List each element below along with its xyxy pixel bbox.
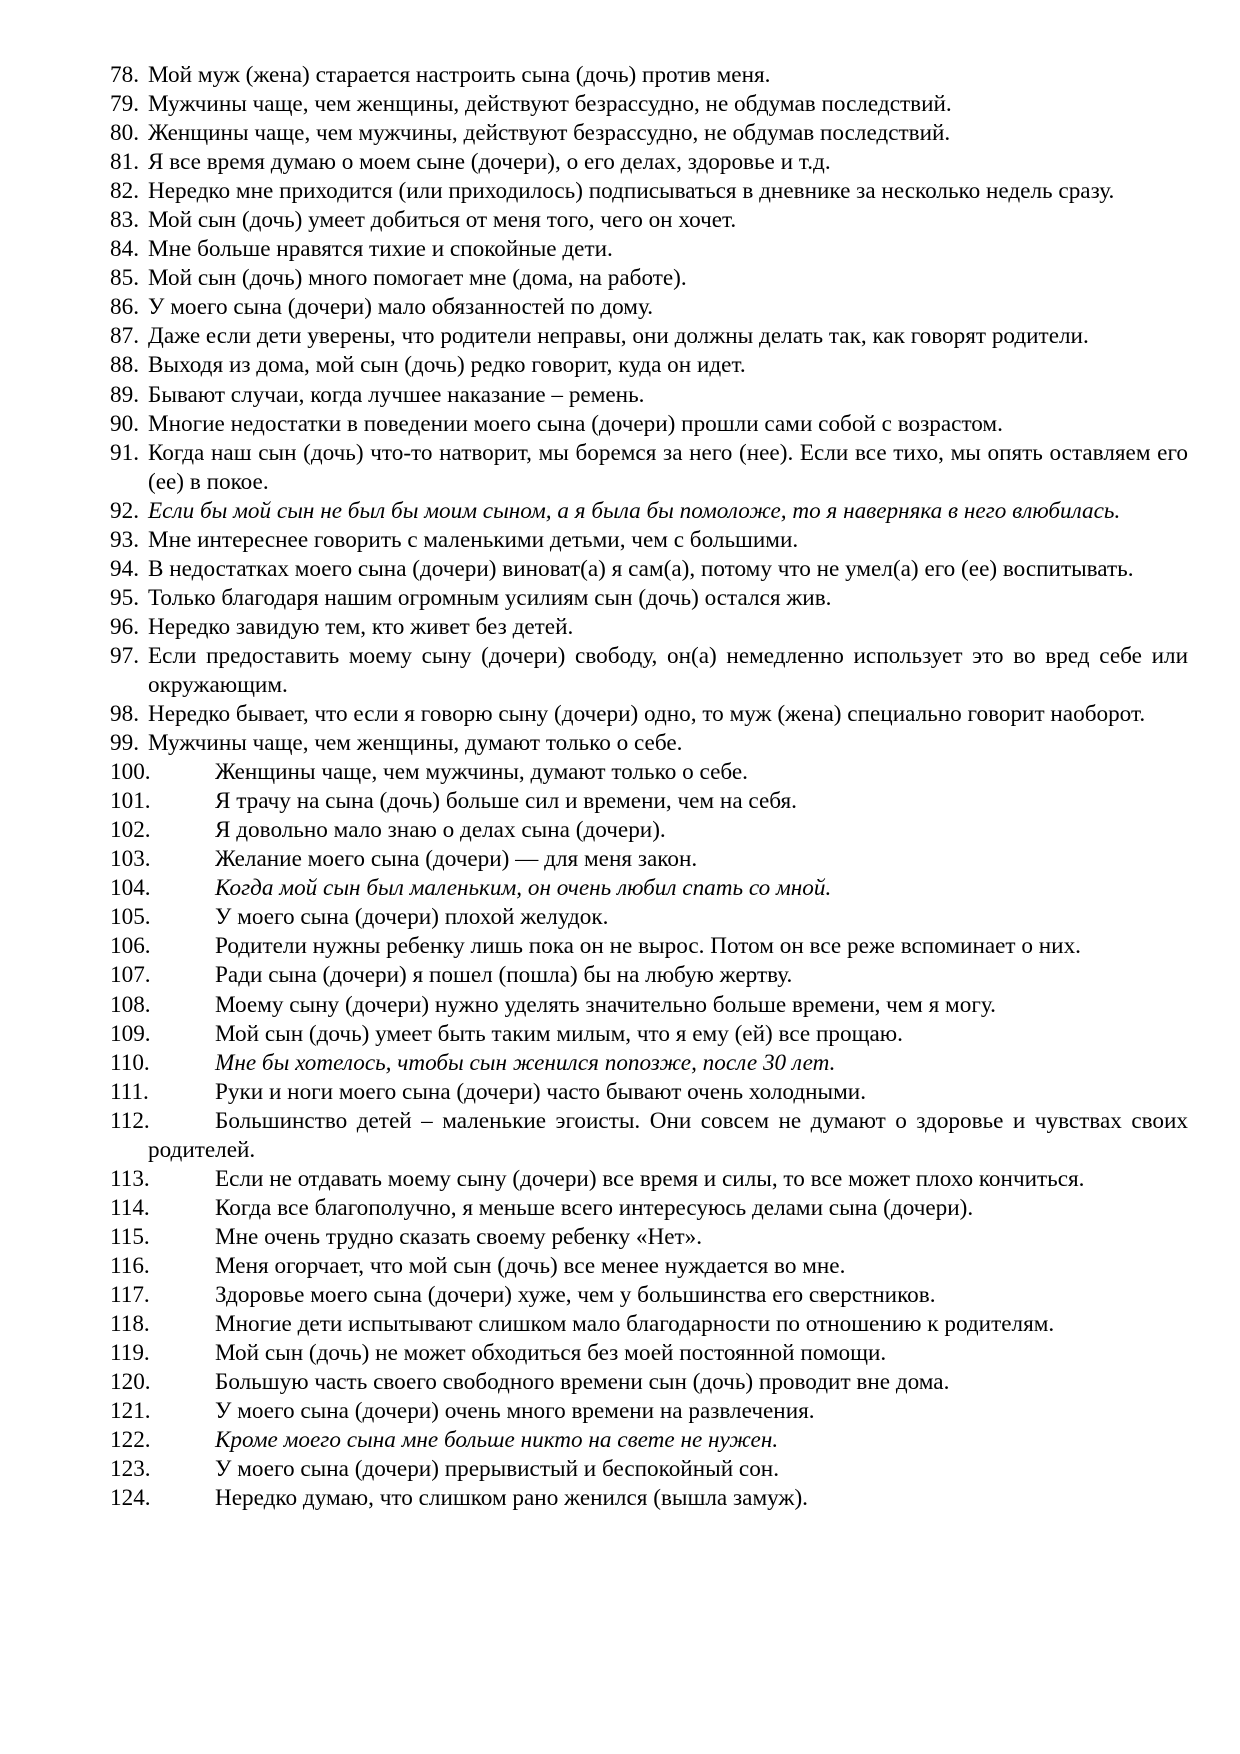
item-text: Многие недостатки в поведении моего сына (дочери) прошли сами собой с возрастом.: [148, 410, 1003, 437]
item-text: Мне бы хотелось, чтобы сын женился попозже, после 30 лет.: [215, 1049, 836, 1076]
item-text: Мужчины чаще, чем женщины, действуют безрассудно, не обдумав последствий.: [148, 91, 952, 118]
item-number: 123.: [110, 1456, 151, 1483]
item-number: 108.: [110, 991, 151, 1018]
item-number: 110.: [110, 1049, 150, 1076]
list-item: [110, 1020, 1188, 1049]
item-text: Женщины чаще, чем мужчины, думают только о себе.: [215, 759, 748, 786]
list-item: [110, 787, 1188, 816]
list-item: [110, 381, 1188, 410]
list-item: [110, 1397, 1188, 1426]
item-text: У моего сына (дочери) прерывистый и беспокойный сон.: [215, 1456, 780, 1483]
item-text: У моего сына (дочери) плохой желудок.: [215, 904, 609, 931]
item-number: 105.: [110, 904, 151, 931]
item-number: 101.: [110, 788, 151, 815]
list-item: [110, 584, 1188, 613]
list-item: [110, 903, 1188, 932]
item-number: 88.: [110, 352, 139, 379]
item-text: Здоровье моего сына (дочери) хуже, чем у большинства его сверстников.: [215, 1281, 936, 1308]
item-number: 99.: [110, 730, 139, 757]
list-item: [110, 1455, 1188, 1484]
item-text: Руки и ноги моего сына (дочери) часто бывают очень холодными.: [215, 1078, 867, 1105]
item-text: Я все время думаю о моем сыне (дочери), о его делах, здоровье и т.д.: [148, 149, 831, 176]
list-item: [110, 439, 1188, 497]
item-text: Нередко завидую тем, кто живет без детей.: [148, 613, 574, 640]
item-text: Мне очень трудно сказать своему ребенку «Нет».: [215, 1223, 703, 1250]
item-number: 80.: [110, 120, 139, 147]
list-item: [110, 293, 1188, 322]
item-text: Бывают случаи, когда лучшее наказание – ремень.: [148, 381, 645, 408]
item-text: Мой сын (дочь) много помогает мне (дома, на работе).: [148, 265, 687, 292]
item-number: 113.: [110, 1165, 150, 1192]
list-item: [110, 322, 1188, 351]
item-text: Женщины чаще, чем мужчины, действуют безрассудно, не обдумав последствий.: [148, 120, 951, 147]
item-number: 118.: [110, 1311, 150, 1338]
item-number: 82.: [110, 178, 139, 205]
item-text: Если не отдавать моему сыну (дочери) все время и силы, то все может плохо кончиться.: [215, 1165, 1085, 1192]
item-text: Мужчины чаще, чем женщины, думают только о себе.: [148, 730, 683, 757]
item-text: Если предоставить моему сыну (дочери) свободу, он(а) немедленно использует это во вред себе или окружающим.: [148, 642, 1188, 698]
item-text: Нередко думаю, что слишком рано женился (вышла замуж).: [215, 1485, 808, 1512]
item-text: Я довольно мало знаю о делах сына (дочери).: [215, 817, 666, 844]
list-item: [110, 816, 1188, 845]
item-text: Меня огорчает, что мой сын (дочь) все менее нуждается во мне.: [215, 1252, 846, 1279]
item-number: 121.: [110, 1398, 151, 1425]
list-item: [110, 1281, 1188, 1310]
item-text: Нередко мне приходится (или приходилось) подписываться в дневнике за несколько недель сразу.: [148, 178, 1115, 205]
list-item: [110, 410, 1188, 439]
list-item: [110, 1310, 1188, 1339]
item-text: В недостатках моего сына (дочери) виноват(а) я сам(а), потому что не умел(а) его (ее) воспитывать.: [148, 555, 1134, 582]
item-text: Мой сын (дочь) умеет быть таким милым, что я ему (ей) все прощаю.: [215, 1020, 903, 1047]
list-item: [110, 1107, 1188, 1165]
list-item: [110, 991, 1188, 1020]
list-item: [110, 1484, 1188, 1513]
item-number: 86.: [110, 294, 139, 321]
item-number: 97.: [110, 642, 139, 669]
item-text: Кроме моего сына мне больше никто на свете не нужен.: [215, 1427, 779, 1454]
item-text: Даже если дети уверены, что родители неправы, они должны делать так, как говорят родители.: [148, 323, 1089, 350]
list-item: [110, 1078, 1188, 1107]
item-text: Родители нужны ребенку лишь пока он не вырос. Потом он все реже вспоминает о них.: [215, 933, 1081, 960]
item-number: 120.: [110, 1369, 151, 1396]
item-text: Когда мой сын был маленьким, он очень любил спать со мной.: [215, 875, 832, 902]
item-number: 78.: [110, 62, 139, 88]
list-item: [110, 497, 1188, 526]
list-item: [110, 642, 1188, 700]
item-number: 111.: [110, 1078, 149, 1105]
item-text: Выходя из дома, мой сын (дочь) редко говорит, куда он идет.: [148, 352, 746, 379]
list-item: [110, 845, 1188, 874]
item-text: Моему сыну (дочери) нужно уделять значительно больше времени, чем я могу.: [215, 991, 996, 1018]
questionnaire-list: [110, 61, 1188, 1513]
item-text: Мой муж (жена) старается настроить сына (дочь) против меня.: [148, 62, 771, 88]
list-item: [110, 1049, 1188, 1078]
item-text: Большинство детей – маленькие эгоисты. Они совсем не думают о здоровье и чувствах своих родителей.: [148, 1107, 1188, 1163]
list-item: [110, 613, 1188, 642]
item-text: Только благодаря нашим огромным усилиям сын (дочь) остался жив.: [148, 584, 832, 611]
list-item: [110, 961, 1188, 990]
item-number: 79.: [110, 91, 139, 118]
item-text: Большую часть своего свободного времени сын (дочь) проводит вне дома.: [215, 1369, 950, 1396]
item-number: 96.: [110, 613, 139, 640]
item-number: 83.: [110, 207, 139, 234]
item-text: Многие дети испытывают слишком мало благодарности по отношению к родителям.: [215, 1311, 1055, 1338]
item-number: 114.: [110, 1194, 150, 1221]
item-text: Нередко бывает, что если я говорю сыну (дочери) одно, то муж (жена) специально говорит наоборот.: [148, 701, 1146, 728]
list-item: [110, 526, 1188, 555]
item-number: 103.: [110, 846, 151, 873]
item-number: 102.: [110, 817, 151, 844]
item-text: Желание моего сына (дочери) — для меня закон.: [215, 846, 698, 873]
item-text: У моего сына (дочери) очень много времени на развлечения.: [215, 1398, 815, 1425]
item-text: Я трачу на сына (дочь) больше сил и времени, чем на себя.: [215, 788, 797, 815]
item-text: Ради сына (дочери) я пошел (пошла) бы на любую жертву.: [215, 962, 793, 989]
item-number: 84.: [110, 236, 139, 263]
item-number: 112.: [110, 1107, 150, 1134]
item-text: Мне больше нравятся тихие и спокойные дети.: [148, 236, 613, 263]
list-item: [110, 1165, 1188, 1194]
item-number: 109.: [110, 1020, 151, 1047]
list-item: [110, 1426, 1188, 1455]
list-item: [110, 932, 1188, 961]
list-item: [110, 235, 1188, 264]
list-item: [110, 1223, 1188, 1252]
list-item: [110, 1252, 1188, 1281]
list-item: [110, 1368, 1188, 1397]
list-item: [110, 264, 1188, 293]
list-item: [110, 1194, 1188, 1223]
list-item: [110, 61, 1188, 90]
item-number: 115.: [110, 1223, 150, 1250]
item-number: 98.: [110, 701, 139, 728]
item-number: 89.: [110, 381, 139, 408]
list-item: [110, 206, 1188, 235]
list-item: [110, 351, 1188, 380]
item-number: 107.: [110, 962, 151, 989]
item-number: 95.: [110, 584, 139, 611]
item-number: 87.: [110, 323, 139, 350]
list-item: [110, 119, 1188, 148]
item-number: 122.: [110, 1427, 151, 1454]
item-text: У моего сына (дочери) мало обязанностей по дому.: [148, 294, 654, 321]
list-item: [110, 148, 1188, 177]
list-item: [110, 555, 1188, 584]
item-text: Когда наш сын (дочь) что-то натворит, мы боремся за него (нее). Если все тихо, мы опять оставляем его (ее) в покое.: [148, 439, 1188, 495]
item-number: 91.: [110, 439, 139, 466]
item-number: 93.: [110, 526, 139, 553]
item-number: 85.: [110, 265, 139, 292]
item-number: 81.: [110, 149, 139, 176]
list-item: [110, 700, 1188, 729]
item-text: Мой сын (дочь) умеет добиться от меня того, чего он хочет.: [148, 207, 737, 234]
list-item: [110, 177, 1188, 206]
item-text: Мне интереснее говорить с маленькими детьми, чем с большими.: [148, 526, 799, 553]
item-number: 94.: [110, 555, 139, 582]
item-number: 100.: [110, 759, 151, 786]
item-number: 117.: [110, 1281, 150, 1308]
item-number: 106.: [110, 933, 151, 960]
item-number: 92.: [110, 497, 139, 524]
list-item: [110, 758, 1188, 787]
item-number: 104.: [110, 875, 151, 902]
list-item: [110, 729, 1188, 758]
item-text: Мой сын (дочь) не может обходиться без моей постоянной помощи.: [215, 1340, 887, 1367]
list-item: [110, 90, 1188, 119]
item-number: 124.: [110, 1485, 151, 1512]
item-text: Если бы мой сын не был бы моим сыном, а я была бы помоложе, то я наверняка в него влюбилась.: [148, 497, 1121, 524]
list-item: [110, 1339, 1188, 1368]
item-number: 116.: [110, 1252, 150, 1279]
item-number: 119.: [110, 1340, 150, 1367]
item-number: 90.: [110, 410, 139, 437]
item-text: Когда все благополучно, я меньше всего интересуюсь делами сына (дочери).: [215, 1194, 974, 1221]
list-item: [110, 874, 1188, 903]
